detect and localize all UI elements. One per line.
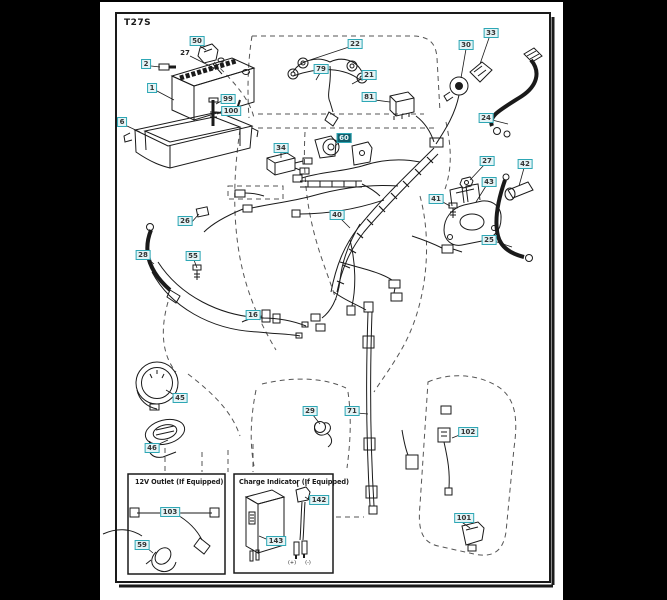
- left-wiring-illustration: [152, 190, 308, 338]
- callout-22: 22: [348, 39, 363, 49]
- callout-43: 43: [482, 177, 497, 187]
- inset-title-12v-outlet: 12V Outlet (If Equipped): [135, 478, 224, 486]
- callout-103: 103: [160, 507, 180, 517]
- connector-102-illustration: [438, 406, 452, 495]
- callout-27: 27: [180, 49, 190, 57]
- positive-terminal-mark: (+): [287, 560, 297, 566]
- drawing-code-label: T27S: [124, 18, 152, 28]
- relay-illustration: [390, 92, 414, 120]
- callout-2: 2: [141, 59, 151, 69]
- diagram-frame: [116, 13, 553, 586]
- callout-142: 142: [309, 495, 329, 505]
- callout-100: 100: [221, 106, 241, 116]
- callout-16: 16: [246, 310, 261, 320]
- bolt-41-icon: [449, 203, 457, 218]
- callout-71: 71: [345, 406, 360, 416]
- callout-143: 143: [266, 536, 286, 546]
- callout-99: 99: [221, 94, 236, 104]
- callout-101: 101: [454, 513, 474, 523]
- callout-59: 59: [135, 540, 150, 550]
- callout-26: 26: [178, 216, 193, 226]
- negative-terminal-mark: (-): [305, 560, 311, 566]
- callout-50: 50: [190, 36, 205, 46]
- callout-55: 55: [186, 251, 201, 261]
- leader-lines: [127, 38, 524, 553]
- callout-28: 28: [136, 250, 151, 260]
- callout-79: 79: [314, 64, 329, 74]
- inset-box-12v-outlet: [103, 474, 225, 574]
- callout-24: 24: [479, 113, 494, 123]
- connector-mid-illustration: [402, 430, 418, 469]
- callout-25: 25: [482, 235, 497, 245]
- callout-46: 46: [145, 443, 160, 453]
- callout-60: 60: [337, 133, 352, 143]
- main-harness-illustration: [204, 116, 462, 331]
- callout-102: 102: [458, 427, 478, 437]
- callout-27: 27: [480, 156, 495, 166]
- battery-tray-illustration: [124, 112, 258, 168]
- battery-cable-24-illustration: [491, 48, 542, 137]
- callout-29: 29: [303, 406, 318, 416]
- ignition-switch-illustration: [436, 77, 468, 144]
- ground-cable-28-illustration: [147, 224, 181, 304]
- callout-81: 81: [362, 92, 377, 102]
- inset-title-charge-indicator: Charge Indicator (If Equipped): [239, 478, 349, 486]
- callout-30: 30: [459, 40, 474, 50]
- keys-29-illustration: [314, 422, 331, 448]
- connector-101-illustration: [462, 522, 484, 551]
- callout-21: 21: [362, 70, 377, 80]
- callout-42: 42: [518, 159, 533, 169]
- callout-1: 1: [147, 83, 157, 93]
- callout-33: 33: [484, 28, 499, 38]
- callout-45: 45: [173, 393, 188, 403]
- callout-41: 41: [429, 194, 444, 204]
- callout-34: 34: [274, 143, 289, 153]
- long-wire-71-illustration: [363, 302, 377, 514]
- battery-bolt-icon: [159, 64, 222, 74]
- module-33-illustration: [470, 62, 492, 82]
- callout-6: 6: [117, 117, 127, 127]
- inset-box-charge-indicator: [234, 474, 333, 573]
- callout-40: 40: [330, 210, 345, 220]
